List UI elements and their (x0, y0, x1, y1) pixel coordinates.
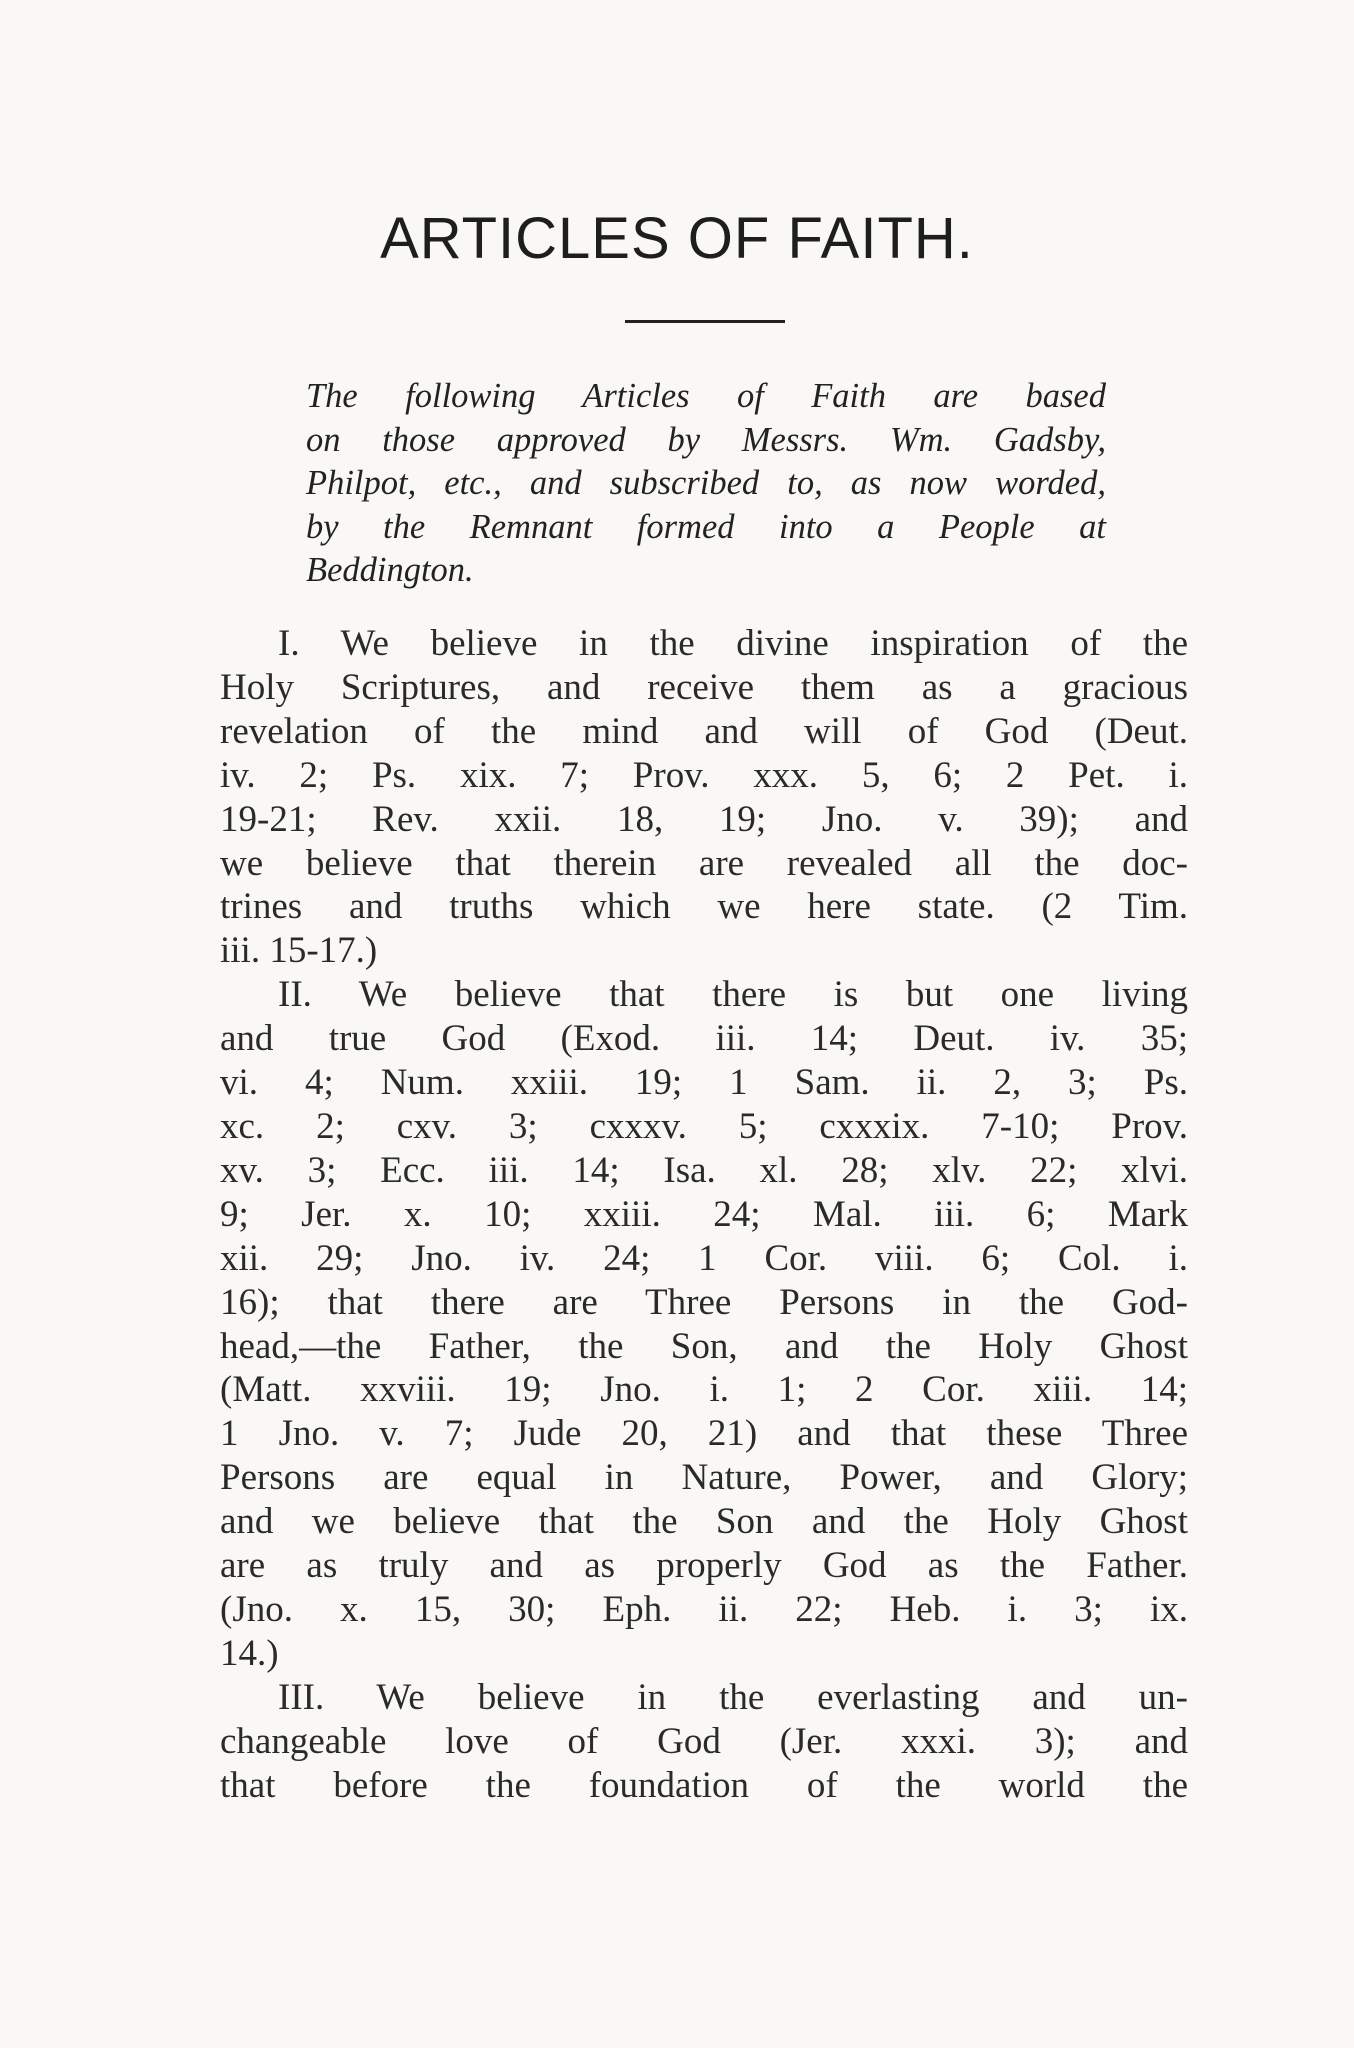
preface-line: on those approved by Messrs. Wm. Gadsby, (306, 420, 1106, 459)
preface-line: Philpot, etc., and subscribed to, as now worded, (306, 464, 1106, 502)
article-2-line: vi. 4; Num. xxiii. 19; 1 Sam. ii. 2, 3; Ps. (220, 1062, 1188, 1104)
article-2-line: xv. 3; Ecc. iii. 14; Isa. xl. 28; xlv. 22; xlvi. (220, 1149, 1188, 1191)
article-2-line: 9; Jer. x. 10; xxiii. 24; Mal. iii. 6; Mark (220, 1193, 1188, 1235)
article-1-line: we believe that therein are revealed all the doc- (220, 842, 1188, 884)
article-3-line: that before the foundation of the world the (220, 1764, 1188, 1806)
page-title: ARTICLES OF FAITH. (380, 206, 974, 271)
article-2-line: xc. 2; cxv. 3; cxxxv. 5; cxxxix. 7-10; Prov. (220, 1105, 1188, 1147)
article-1-line: iii. 15-17.) (220, 930, 378, 972)
article-2-line: (Matt. xxviii. 19; Jno. i. 1; 2 Cor. xiii. 14; (220, 1369, 1188, 1411)
articles-body (220, 622, 1188, 1807)
preface-line: Beddington. (306, 551, 474, 589)
article-2-line: head,—the Father, the Son, and the Holy Ghost (220, 1325, 1188, 1367)
article-2-line: 16); that there are Three Persons in the God- (220, 1281, 1188, 1323)
article-2-line: II. We believe that there is but one living (278, 974, 1188, 1016)
article-2-line: 1 Jno. v. 7; Jude 20, 21) and that these Three (220, 1413, 1188, 1455)
article-2-line: Persons are equal in Nature, Power, and Glory; (220, 1457, 1188, 1499)
title-divider (625, 320, 785, 323)
article-2-line: and we believe that the Son and the Holy Ghost (220, 1501, 1188, 1543)
article-1-line: trines and truths which we here state. (2 Tim. (220, 886, 1188, 928)
article-2-line: and true God (Exod. iii. 14; Deut. iv. 35; (220, 1018, 1188, 1060)
article-3-line: III. We believe in the everlasting and un- (278, 1676, 1188, 1718)
preface-line: The following Articles of Faith are based (306, 377, 1106, 415)
article-2-line: 14.) (220, 1632, 279, 1674)
article-3-line: changeable love of God (Jer. xxxi. 3); and (220, 1720, 1188, 1762)
article-2-line: are as truly and as properly God as the Father. (220, 1545, 1188, 1587)
article-2-line: xii. 29; Jno. iv. 24; 1 Cor. viii. 6; Col. i. (220, 1237, 1188, 1279)
preface-line: by the Remnant formed into a People at (306, 507, 1106, 546)
article-1-line: revelation of the mind and will of God (Deut. (220, 710, 1188, 752)
article-1-line: iv. 2; Ps. xix. 7; Prov. xxx. 5, 6; 2 Pet. i. (220, 754, 1188, 796)
article-1-line: I. We believe in the divine inspiration of the (278, 623, 1188, 664)
article-1-line: Holy Scriptures, and receive them as a gracious (220, 666, 1188, 708)
preface-note (306, 375, 1106, 593)
article-1-line: 19-21; Rev. xxii. 18, 19; Jno. v. 39); and (220, 798, 1188, 840)
article-2-line: (Jno. x. 15, 30; Eph. ii. 22; Heb. i. 3; ix. (220, 1588, 1188, 1630)
